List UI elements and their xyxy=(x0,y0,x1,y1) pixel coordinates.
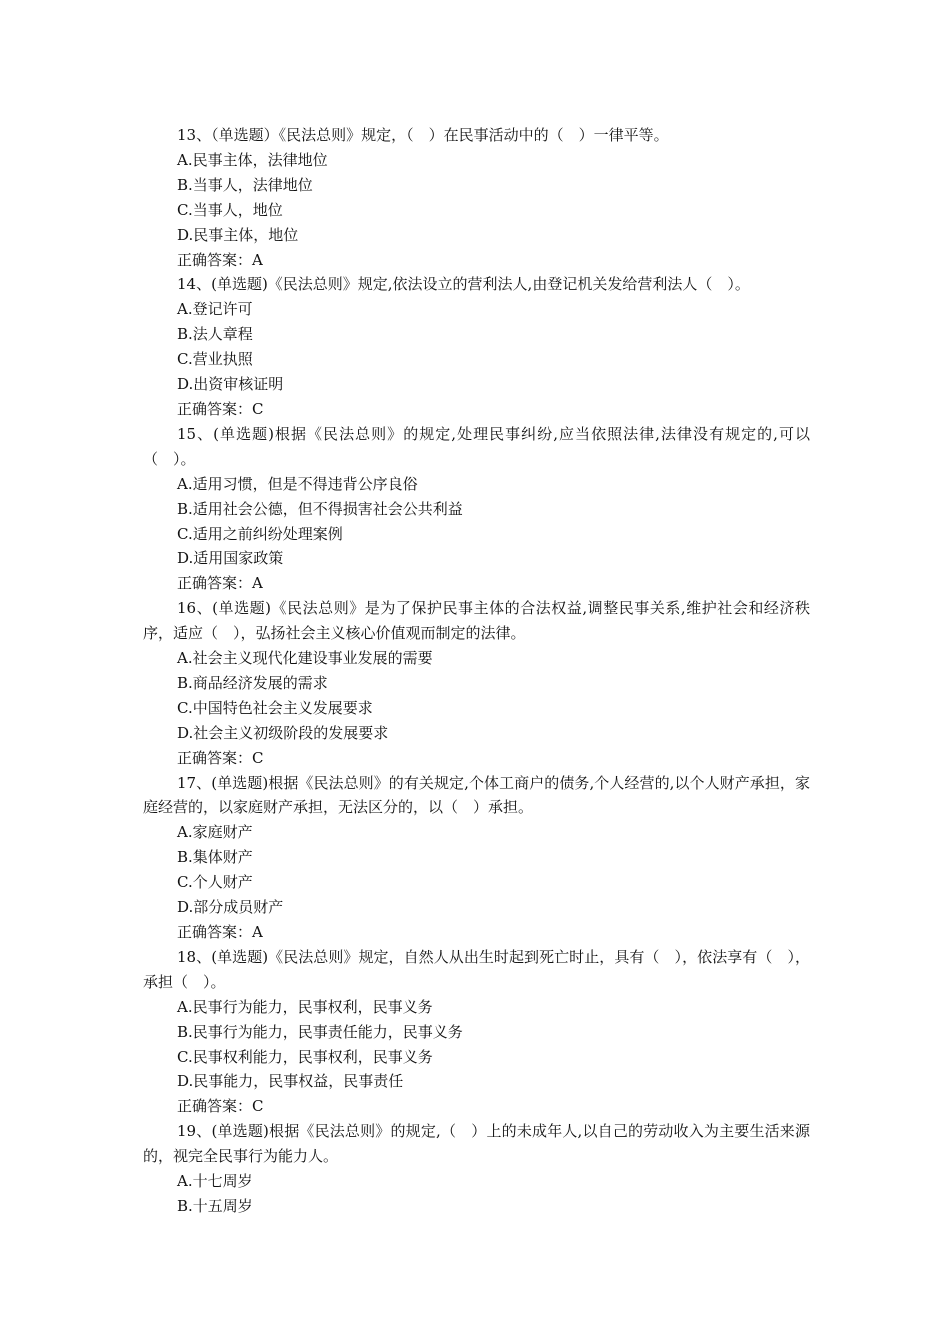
question-stem: 19、(单选题)根据《民法总则》的规定,（ ）上的未成年人,以自己的劳动收入为主要生活来源的，视完全民事行为能力人。 xyxy=(143,1122,810,1166)
question-19 xyxy=(143,1119,810,1219)
option-a: A.十七周岁 xyxy=(177,1172,253,1191)
option-b: B.商品经济发展的需求 xyxy=(177,673,328,692)
question-17 xyxy=(143,771,810,945)
correct-answer: 正确答案：A xyxy=(177,250,263,269)
option-a: A.家庭财产 xyxy=(177,823,253,842)
question-14 xyxy=(143,272,810,421)
option-a: A.民事主体，法律地位 xyxy=(177,150,328,169)
option-c: C.适用之前纠纷处理案例 xyxy=(177,524,343,543)
option-c: C.中国特色社会主义发展要求 xyxy=(177,698,373,717)
option-d: D.民事主体，地位 xyxy=(177,225,299,244)
option-a: A.适用习惯，但是不得违背公序良俗 xyxy=(177,474,418,493)
question-stem: 16、(单选题)《民法总则》是为了保护民事主体的合法权益,调整民事关系,维护社会和经济秩序，适应（ ），弘扬社会主义核心价值观而制定的法律。 xyxy=(143,599,810,643)
question-stem: 17、(单选题)根据《民法总则》的有关规定,个体工商户的债务,个人经营的,以个人财产承担，家庭经营的，以家庭财产承担，无法区分的，以（ ）承担。 xyxy=(143,773,810,817)
option-b: B.民事行为能力，民事责任能力，民事义务 xyxy=(177,1022,463,1041)
option-c: C.个人财产 xyxy=(177,873,253,892)
question-16 xyxy=(143,596,810,770)
question-stem: 13、（单选题）《民法总则》规定，（ ）在民事活动中的（ ）一律平等。 xyxy=(177,126,669,144)
option-a: A.社会主义现代化建设事业发展的需要 xyxy=(177,649,433,668)
option-d: D.民事能力，民事权益，民事责任 xyxy=(177,1072,404,1091)
option-c: C.民事权利能力，民事权利，民事义务 xyxy=(177,1047,433,1066)
option-c: C.营业执照 xyxy=(177,350,253,369)
option-d: D.社会主义初级阶段的发展要求 xyxy=(177,723,389,742)
option-d: D.适用国家政策 xyxy=(177,549,284,568)
correct-answer: 正确答案：C xyxy=(177,1097,264,1116)
option-c: C.当事人，地位 xyxy=(177,200,283,219)
question-15 xyxy=(143,422,810,596)
correct-answer: 正确答案：A xyxy=(177,923,263,941)
correct-answer: 正确答案：A xyxy=(177,574,263,593)
option-d: D.部分成员财产 xyxy=(177,898,284,917)
question-18 xyxy=(143,945,810,1119)
question-13 xyxy=(143,123,810,272)
document-page xyxy=(143,123,810,1219)
question-stem: 15、(单选题)根据《民法总则》的规定,处理民事纠纷,应当依照法律,法律没有规定的,可以（ ）。 xyxy=(143,424,810,468)
question-stem: 14、(单选题)《民法总则》规定,依法设立的营利法人,由登记机关发给营利法人（ ）。 xyxy=(177,275,750,294)
correct-answer: 正确答案：C xyxy=(177,399,264,418)
option-b: B.十五周岁 xyxy=(177,1196,253,1215)
option-a: A.登记许可 xyxy=(177,300,253,319)
option-d: D.出资审核证明 xyxy=(177,375,284,394)
option-a: A.民事行为能力，民事权利，民事义务 xyxy=(177,997,433,1016)
option-b: B.当事人，法律地位 xyxy=(177,175,313,194)
question-stem: 18、(单选题)《民法总则》规定，自然人从出生时起到死亡时止，具有（ ），依法享有（ ），承担（ ）。 xyxy=(143,947,810,991)
option-b: B.适用社会公德，但不得损害社会公共利益 xyxy=(177,499,463,518)
option-b: B.集体财产 xyxy=(177,848,253,867)
option-b: B.法人章程 xyxy=(177,325,253,344)
correct-answer: 正确答案：C xyxy=(177,748,264,767)
